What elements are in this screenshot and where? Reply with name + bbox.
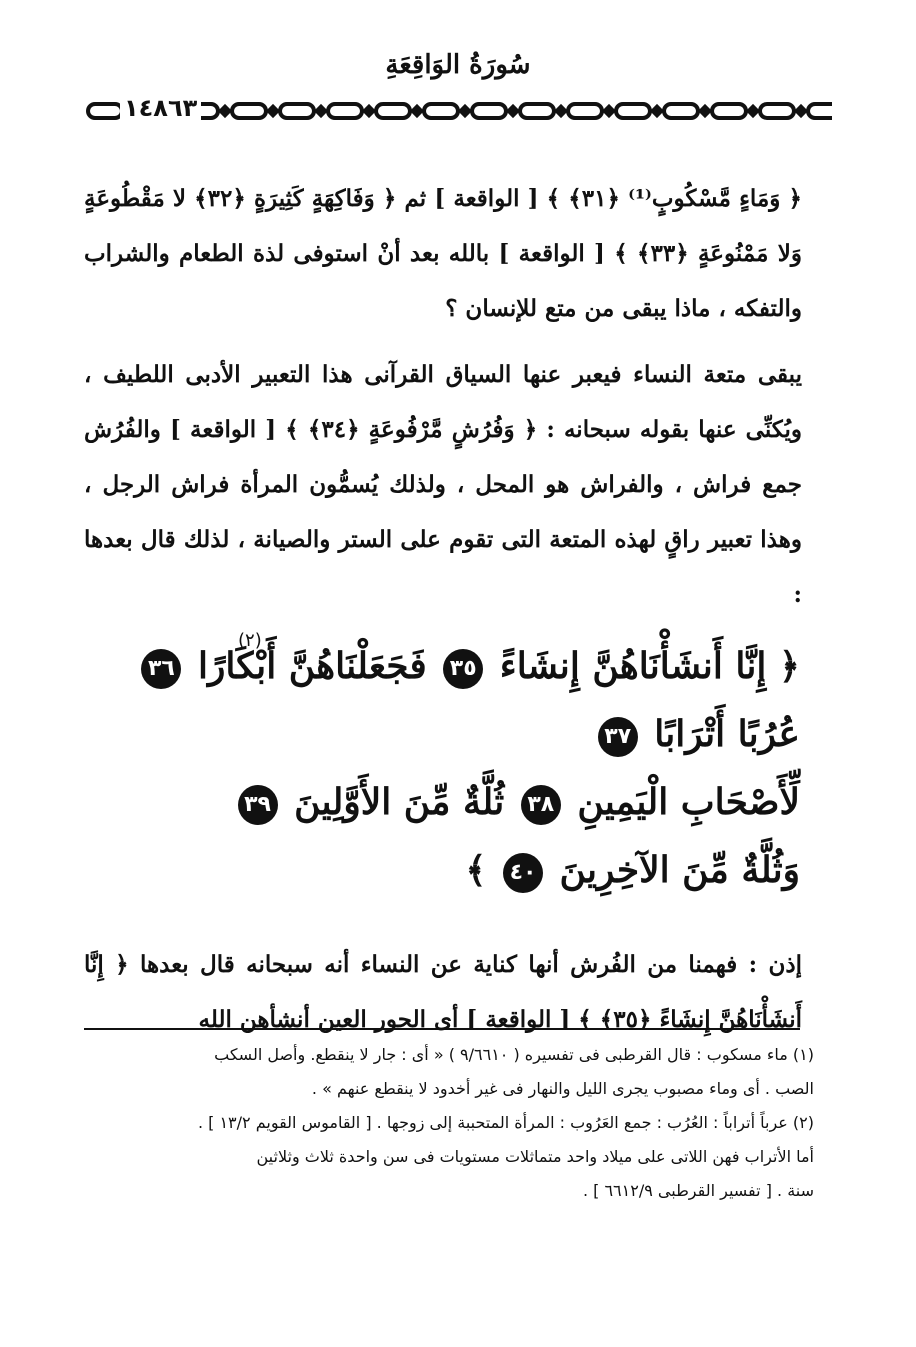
verse-35-text: إِنَّا أَنشَأْنَاهُنَّ إِنشَاءً <box>499 645 767 687</box>
paragraph-3: إذن : فهمنا من الفُرش أنها كناية عن النساء أنه سبحانه قال بعدها ﴿ إِنَّا أَنشَأْنَاهُنَّ إِنشَاءً ﴿٣٥﴾ ﴾ [ الواقعة ] أى الحور العين أنشأهن الله <box>84 951 802 1033</box>
chain-diamond <box>221 107 229 115</box>
chain-link <box>808 104 832 118</box>
ornate-bracket-close: ﴾ <box>465 849 487 891</box>
chain-link <box>280 104 314 118</box>
paragraph-2: يبقى متعة النساء فيعبر عنها السياق القرآنى هذا التعبير الأدبى اللطيف ، ويُكنِّى عنها بقوله سبحانه : ﴿ وَفُرُشٍ مَّرْفُوعَةٍ ﴿٣٤﴾ ﴾ [ الواقعة ] والفُرُش جمع فراش ، والفراش هو المحل ، ولذلك يُسمُّون المرأة فراش الرجل ، وهذا تعبير راقٍ لهذه المتعة التى تقوم على الستر والصيانة ، لذلك قال بعدها : <box>84 361 802 608</box>
chain-diamond <box>605 107 613 115</box>
page-header <box>0 48 916 138</box>
chain-link <box>664 104 698 118</box>
chain-diamond <box>797 107 805 115</box>
footnote-2-line-1: (٢) عرباً أتراباً : العُرُب : جمع العَرُوب : المرأة المتحببة إلى زوجها . [ القاموس القويم ١٣/٢ ] . <box>197 1113 814 1132</box>
footnote-1-line-1: (١) ماء مسكوب : قال القرطبى فى تفسيره ( ٩/٦٦١٠ ) « أى : جار لا ينقطع. وأصل السكب <box>214 1045 814 1064</box>
chain-diamond <box>269 107 277 115</box>
verse-35-number: ٣٥ <box>443 649 483 689</box>
chain-diamond <box>701 107 709 115</box>
verse-37-number: ٣٧ <box>598 717 638 757</box>
chain-link <box>424 104 458 118</box>
surah-title: سُورَةُ الوَاقِعَةِ <box>385 50 531 80</box>
footnote-1-line-2: الصب . أى وماء مصبوب يجرى الليل والنهار فى غير أخدود لا ينقطع عنهم » . <box>311 1079 814 1098</box>
chain-diamond <box>557 107 565 115</box>
ornate-bracket-open: ﴿ <box>778 645 800 687</box>
chain-link <box>568 104 602 118</box>
chain-link <box>472 104 506 118</box>
paragraph-1: ﴿ وَمَاءٍ مَّسْكُوبٍ⁽¹⁾ ﴿٣١﴾ ﴾ [ الواقعة ] ثم ﴿ وَفَاكِهَةٍ كَثِيرَةٍ ﴿٣٢﴾ لا مَقْطُوعَةٍ وَلا مَمْنُوعَةٍ ﴿٣٣﴾ ﴾ [ الواقعة ] بالله بعد أنْ استوفى لذة الطعام والشراب والتفكه ، ماذا يبقى من متع للإنسان ؟ <box>84 185 802 322</box>
footnote-2-line-2: أما الأتراب فهن اللاتى على ميلاد واحد متماثلات مستويات فى سن واحدة ثلاث وثلاثين <box>256 1147 814 1166</box>
quran-verse-block <box>100 632 800 904</box>
chain-link <box>520 104 554 118</box>
chain-link <box>232 104 266 118</box>
verse-40-number: ٤٠ <box>503 853 543 893</box>
verse-40-text: وَثُلَّةٌ مِّنَ الآخِرِينَ <box>559 849 800 891</box>
footnote-2-line-3: سنة . [ تفسير القرطبى ٦٦١٢/٩ ] . <box>582 1181 814 1200</box>
footnote-marker-2: (٢) <box>238 630 262 651</box>
verse-38-text: لِّأَصْحَابِ الْيَمِينِ <box>577 781 800 823</box>
chain-link <box>376 104 410 118</box>
chain-diamond <box>653 107 661 115</box>
verse-38-number: ٣٨ <box>521 785 561 825</box>
chain-diamond <box>461 107 469 115</box>
verse-39-text: ثُلَّةٌ مِّنَ الأَوَّلِينَ <box>294 781 505 823</box>
verse-37-text: عُرُبًا أَتْرَابًا <box>654 713 800 755</box>
chain-diamond <box>413 107 421 115</box>
chain-link <box>328 104 362 118</box>
verse-39-number: ٣٩ <box>238 785 278 825</box>
footnote-divider <box>84 1028 800 1030</box>
footnotes <box>84 1038 814 1208</box>
verse-36-text: فَجَعَلْنَاهُنَّ أَبْكَارًا <box>197 645 427 687</box>
chain-link <box>712 104 746 118</box>
page-number: ١٤٨٦٣ <box>120 94 201 122</box>
chain-diamond <box>509 107 517 115</box>
chain-link <box>88 104 122 118</box>
chain-diamond <box>317 107 325 115</box>
verse-36-number: ٣٦ <box>141 649 181 689</box>
chain-link <box>616 104 650 118</box>
chain-diamond <box>365 107 373 115</box>
chain-diamond <box>749 107 757 115</box>
chain-link <box>760 104 794 118</box>
